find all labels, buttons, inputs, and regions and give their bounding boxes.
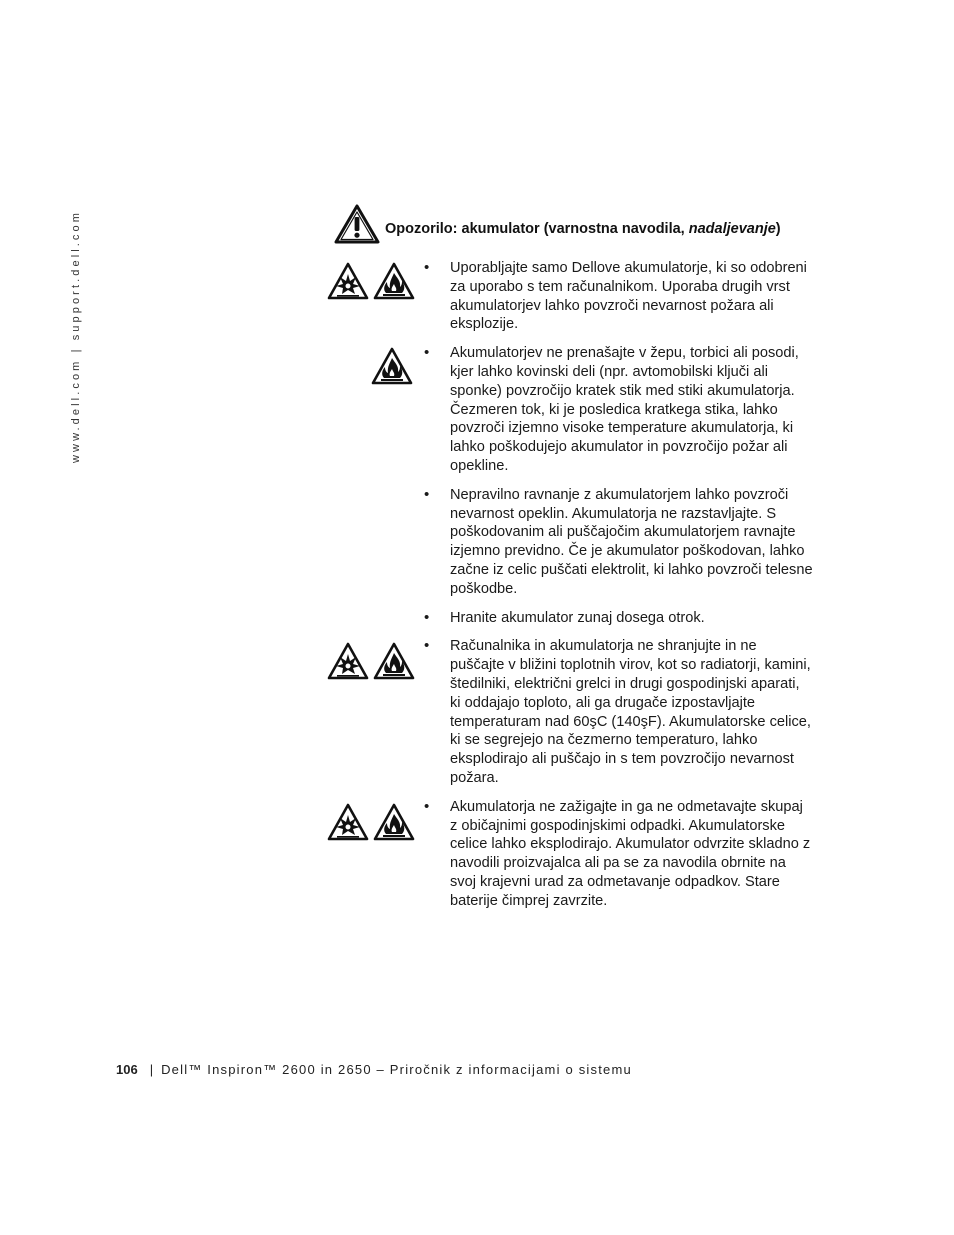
bullet-item [424, 798, 814, 911]
bullet-text: Nepravilno ravnanje z akumulatorjem lahko povzroči nevarnost opeklin. Akumulatorja ne razstavljajte. S poškodovanim ali puščajočim akumulatorjem ravnajte izjemno previdno. Če je akumulator poškodovan, lahko začne iz celic puščati elektrolit, ki lahko povzroči telesne poškodbe. [450, 486, 813, 597]
hazard-icon-group [327, 642, 415, 680]
bullet-item [424, 486, 814, 599]
fire-hazard-icon [373, 642, 415, 680]
fire-hazard-icon [373, 262, 415, 300]
explosion-hazard-icon [327, 262, 369, 300]
bullet-item [424, 609, 814, 628]
safety-bullet-list [424, 259, 814, 911]
bullet-dot: • [424, 797, 430, 815]
footer-separator: | [149, 1062, 154, 1077]
warning-icon [334, 204, 380, 244]
bullet-dot: • [424, 259, 430, 276]
bullet-dot: • [424, 637, 430, 655]
explosion-hazard-icon [327, 803, 369, 841]
fire-hazard-icon [371, 347, 413, 385]
warning-heading [334, 204, 781, 244]
bullet-item [424, 637, 814, 787]
fire-hazard-icon [373, 803, 415, 841]
bullet-dot: • [424, 485, 430, 503]
bullet-item [424, 259, 814, 334]
explosion-hazard-icon [327, 642, 369, 680]
heading-prefix: Opozorilo: akumulator (varnostna navodila, [385, 221, 689, 237]
hazard-icon-group [327, 803, 415, 841]
section-heading [385, 221, 781, 237]
side-url: www.dell.com | support.dell.com [70, 209, 82, 463]
page-footer [116, 1062, 632, 1077]
bullet-text: Akumulatorja ne zažigajte in ga ne odmetavajte skupaj z običajnimi gospodinjskimi odpadki. Akumulatorske celice lahko eksplodirajo. Akumulator odvrzite skladno z navodili proizvajalca ali pa se za navodila obrnite na svoj krajevni urad za odmetavanje odpadkov. Stare baterije čimprej zavrzite. [450, 798, 811, 909]
bullet-text: Računalnika in akumulatorja ne shranjujte in ne puščajte v bližini toplotnih virov, kot so radiatorji, kamini, štedilniki, električni grelci in drugi gospodinjski aparati, ki oddajajo toploto, ali ga drugače izpostavljajte temperaturam nad 60şC (140şF). Akumulatorske celice, ki se segrejejo na čezmerno temperaturo, lahko eksplodirajo ali puščajo in s tem povzročijo nevarnost požara. [450, 638, 811, 786]
bullet-text: Akumulatorjev ne prenašajte v žepu, torbici ali posodi, kjer lahko kovinski deli (npr. avtomobilski ključi ali sponke) povzročijo kratek stik med stiki akumulatorja. Čezmeren tok, ki je posledica kratkega stika, lahko povzroči izjemno visoke temperature akumulatorja, ki lahko poškodujejo akumulator in povzročijo požar ali opekline. [450, 345, 799, 474]
page-number: 106 [116, 1062, 138, 1077]
bullet-item [424, 344, 814, 476]
footer-title: Dell™ Inspiron™ 2600 in 2650 – Priročnik z informacijami o sistemu [161, 1062, 632, 1077]
bullet-text: Hranite akumulator zunaj dosega otrok. [450, 609, 705, 626]
hazard-icon-group [371, 347, 413, 385]
heading-suffix: ) [775, 221, 781, 237]
bullet-dot: • [424, 344, 430, 362]
bullet-text: Uporabljajte samo Dellove akumulatorje, ki so odobreni za uporabo s tem računalnikom. Uporaba drugih vrst akumulatorjev lahko povzroči nevarnost požara ali eksplozije. [450, 260, 807, 333]
bullet-dot: • [424, 608, 430, 626]
hazard-icon-group [327, 262, 415, 300]
heading-italic: nadaljevanje [688, 221, 776, 237]
